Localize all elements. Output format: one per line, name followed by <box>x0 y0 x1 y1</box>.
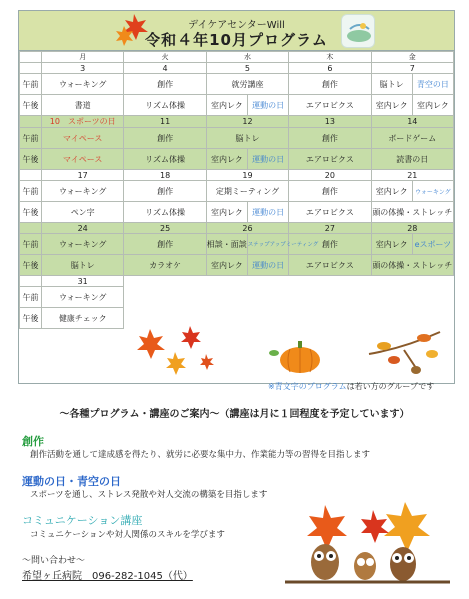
label-cell <box>20 116 42 128</box>
date-cell <box>124 276 206 287</box>
program-cell: 脳トレ <box>42 255 124 276</box>
date-cell: 28 <box>371 223 453 234</box>
program-cell: 創作 <box>289 74 371 95</box>
period-label: 午前 <box>20 181 42 202</box>
weekday-header: 金 <box>371 52 453 63</box>
weekday-header: 月 <box>42 52 124 63</box>
program-half-label: eスポーツ <box>412 234 453 254</box>
program-cell <box>206 149 288 170</box>
program-half-label: 室内レク <box>210 154 243 164</box>
period-label: 午前 <box>20 74 42 95</box>
program-cell: 定期ミーティング <box>206 181 288 202</box>
program-half-label: 運動の日 <box>247 149 288 169</box>
program-cell: 創作 <box>124 234 206 255</box>
program-cell <box>206 287 288 308</box>
date-cell: 21 <box>371 170 453 181</box>
program-cell <box>289 308 371 329</box>
program-cell: リズム体操 <box>124 149 206 170</box>
date-cell: 3 <box>42 63 124 74</box>
program-cell <box>371 74 453 95</box>
acorn-branch-icon <box>364 324 444 374</box>
label-cell <box>20 276 42 287</box>
program-cell: 創作 <box>289 234 371 255</box>
program-cell: ペン字 <box>42 202 124 223</box>
program-half-label: 青空の日 <box>412 74 453 94</box>
date-cell: 20 <box>289 170 371 181</box>
period-label: 午前 <box>20 234 42 255</box>
program-cell <box>206 255 288 276</box>
program-cell <box>206 234 319 255</box>
program-cell: 健康チェック <box>42 308 124 329</box>
program-cell: 就労講座 <box>206 74 288 95</box>
period-label: 午後 <box>20 202 42 223</box>
section-body-sports: スポーツを通し、ストレス発散や対人交流の構築を目指します <box>30 490 268 500</box>
program-cell: リズム体操 <box>124 95 206 116</box>
program-cell: 創作 <box>289 181 371 202</box>
period-label: 午前 <box>20 287 42 308</box>
program-half-label: 運動の日 <box>247 255 288 275</box>
program-cell <box>371 95 453 116</box>
program-cell: ボードゲーム <box>371 128 453 149</box>
program-cell <box>206 95 288 116</box>
period-label: 午後 <box>20 308 42 329</box>
program-cell: ウォーキング <box>42 74 124 95</box>
program-cell: ウォーキング <box>42 181 124 202</box>
program-half-label: 室内レク <box>375 186 408 196</box>
program-cell: 脳トレ <box>206 128 288 149</box>
section-body-communication: コミュニケーションや対人関係のスキルを学びます <box>30 530 225 540</box>
date-cell: 11 <box>124 116 206 128</box>
program-half-label: ステップアップミーティング <box>247 234 318 254</box>
pumpkin-icon <box>266 333 326 375</box>
program-cell: 創作 <box>124 181 206 202</box>
date-cell: 5 <box>206 63 288 74</box>
contact-phone: 希望ヶ丘病院 096-282-1045（代） <box>22 571 193 582</box>
weekday-header: 木 <box>289 52 371 63</box>
program-cell <box>206 202 288 223</box>
program-cell: マイペース <box>42 149 124 170</box>
date-cell: 25 <box>124 223 206 234</box>
program-cell <box>124 287 206 308</box>
label-cell <box>20 223 42 234</box>
program-cell <box>371 287 453 308</box>
program-cell: 創作 <box>124 74 206 95</box>
section-body-sousaku: 創作活動を通して達成感を得たり、就労に必要な集中力、作業能力等の習得を目指します <box>30 450 371 460</box>
program-cell: 創作 <box>124 128 206 149</box>
label-cell <box>20 63 42 74</box>
section-title-sousaku: 創作 <box>22 435 44 448</box>
date-cell: 26 <box>206 223 288 234</box>
label-cell <box>20 170 42 181</box>
program-cell: 創作 <box>289 128 371 149</box>
autumn-leaves-icon <box>130 324 220 379</box>
program-half-label: 室内レク <box>210 100 243 110</box>
program-half-label: 室内レク <box>412 95 453 115</box>
program-cell <box>289 287 371 308</box>
program-half-label: 相談・面談 <box>206 239 247 249</box>
date-cell <box>371 276 453 287</box>
period-label: 午後 <box>20 255 42 276</box>
date-cell: 6 <box>289 63 371 74</box>
date-cell: 17 <box>42 170 124 181</box>
program-cell: マイペース <box>42 128 124 149</box>
center-name: デイケアセンターWill <box>188 20 285 31</box>
weekday-header: 火 <box>124 52 206 63</box>
period-label: 午後 <box>20 149 42 170</box>
period-label: 午前 <box>20 128 42 149</box>
date-cell: 13 <box>289 116 371 128</box>
program-half-label: 室内レク <box>210 207 243 217</box>
program-half-label: 室内レク <box>375 100 408 110</box>
section-title-sports: 運動の日・青空の日 <box>22 475 121 488</box>
program-cell: ウォーキング <box>42 287 124 308</box>
program-cell: エアロビクス <box>289 95 371 116</box>
program-cell: カラオケ <box>124 255 206 276</box>
date-cell: 18 <box>124 170 206 181</box>
program-half-label: 室内レク <box>375 239 408 249</box>
date-cell <box>289 276 371 287</box>
date-cell: 24 <box>42 223 124 234</box>
program-cell <box>371 234 453 255</box>
program-cell: リズム体操 <box>124 202 206 223</box>
program-half-label: 室内レク <box>210 260 243 270</box>
program-cell: 頭の体操・ストレッチ <box>371 255 453 276</box>
program-guide-title: ～各種プログラム・講座のご案内～（講座は月に１回程度を予定しています） <box>59 409 410 420</box>
logo-icon <box>341 14 375 48</box>
program-half-label: ウォーキング <box>412 181 453 201</box>
page-title: 令和４年10月プログラム <box>145 31 328 49</box>
date-cell: 19 <box>206 170 288 181</box>
program-cell: 書道 <box>42 95 124 116</box>
period-label: 午後 <box>20 95 42 116</box>
weekday-header: 水 <box>206 52 288 63</box>
program-cell: エアロビクス <box>289 202 371 223</box>
note-text: ※青文字のプログラムは若い方のグループです <box>268 382 435 391</box>
program-cell: ウォーキング <box>42 234 124 255</box>
date-cell: 7 <box>371 63 453 74</box>
header-banner <box>19 11 454 51</box>
schedule-table <box>19 51 454 329</box>
date-cell <box>206 276 288 287</box>
program-cell: 読書の日 <box>371 149 453 170</box>
date-cell: 31 <box>42 276 124 287</box>
program-cell <box>371 181 453 202</box>
date-cell: 14 <box>371 116 453 128</box>
section-title-communication: コミュニケーション講座 <box>22 514 143 527</box>
program-half-label: 運動の日 <box>247 95 288 115</box>
corner-cell <box>20 52 42 63</box>
date-cell: 12 <box>206 116 288 128</box>
program-cell: エアロビクス <box>289 255 371 276</box>
program-cell: エアロビクス <box>289 149 371 170</box>
program-half-label: 脳トレ <box>379 79 404 89</box>
date-cell: 10 スポーツの日 <box>42 116 124 128</box>
date-cell: 4 <box>124 63 206 74</box>
program-half-label: 運動の日 <box>247 202 288 222</box>
date-cell: 27 <box>289 223 371 234</box>
program-cell: 頭の体操・ストレッチ <box>371 202 453 223</box>
contact-label: ～問い合わせ～ <box>22 556 86 566</box>
owls-autumn-icon <box>285 500 450 590</box>
